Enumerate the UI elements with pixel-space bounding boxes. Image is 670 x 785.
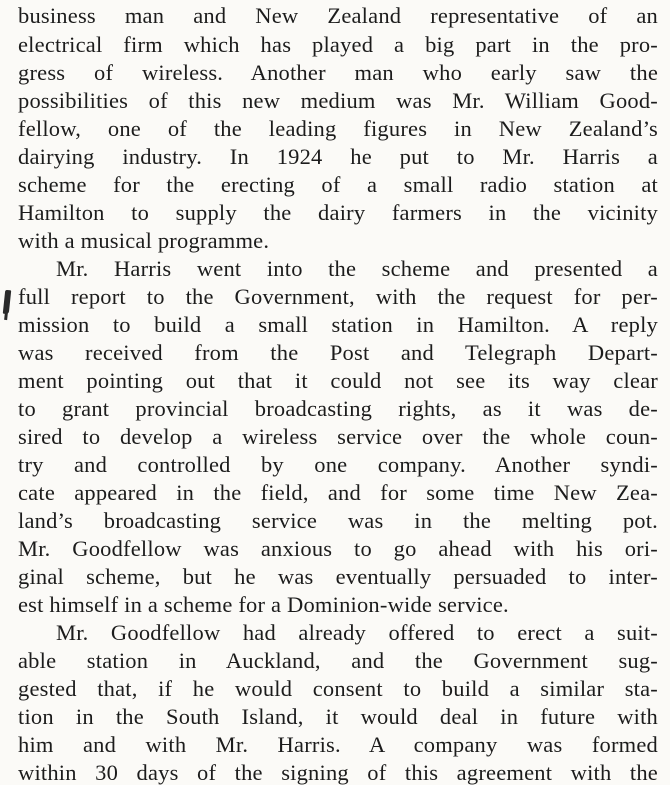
paragraph-end-line: with a musical programme. [18,228,270,253]
text-line: cate appeared in the field, and for some time New Zea- [18,480,658,505]
text-line: Mr. Goodfellow was anxious to go ahead with his ori- [18,536,658,561]
paragraph-start-line: Mr. Goodfellow had already offered to erect a suit- [56,620,658,645]
paragraph-end-line: est himself in a scheme for a Dominion-wide service. [18,592,509,617]
text-line: able station in Auckland, and the Government sug- [18,648,658,673]
text-line: mission to build a small station in Hamilton. A reply [18,312,658,337]
text-line: gress of wireless. Another man who early saw the [18,60,658,85]
text-line: Hamilton to supply the dairy farmers in the vicinity [18,200,658,225]
text-line: land’s broadcasting service was in the melting pot. [18,508,658,533]
text-line: ment pointing out that it could not see its way clear [18,368,658,393]
text-line: was received from the Post and Telegraph Depart- [18,340,658,365]
text-line: sired to develop a wireless service over the whole coun- [18,424,658,449]
text-line: business man and New Zealand representative of an [18,3,658,28]
text-line: within 30 days of the signing of this agreement with the [18,760,658,785]
text-line: scheme for the erecting of a small radio station at [18,172,658,197]
paragraph-start-line: Mr. Harris went into the scheme and presented a [56,256,658,281]
text-line: ginal scheme, but he was eventually persuaded to inter- [18,564,658,589]
text-line: him and with Mr. Harris. A company was formed [18,732,658,757]
text-line: fellow, one of the leading figures in New Zealand’s [18,116,658,141]
text-line: tion in the South Island, it would deal in future with [18,704,658,729]
text-line: electrical firm which has played a big part in the pro- [18,32,658,57]
text-line: try and controlled by one company. Another syndi- [18,452,658,477]
margin-mark [3,290,11,314]
text-line: full report to the Government, with the request for per- [18,284,658,309]
text-line: to grant provincial broadcasting rights, as it was de- [18,396,658,421]
text-line: dairying industry. In 1924 he put to Mr. Harris a [18,144,658,169]
text-line: gested that, if he would consent to build a similar sta- [18,676,658,701]
text-line: possibilities of this new medium was Mr. William Good- [18,88,658,113]
